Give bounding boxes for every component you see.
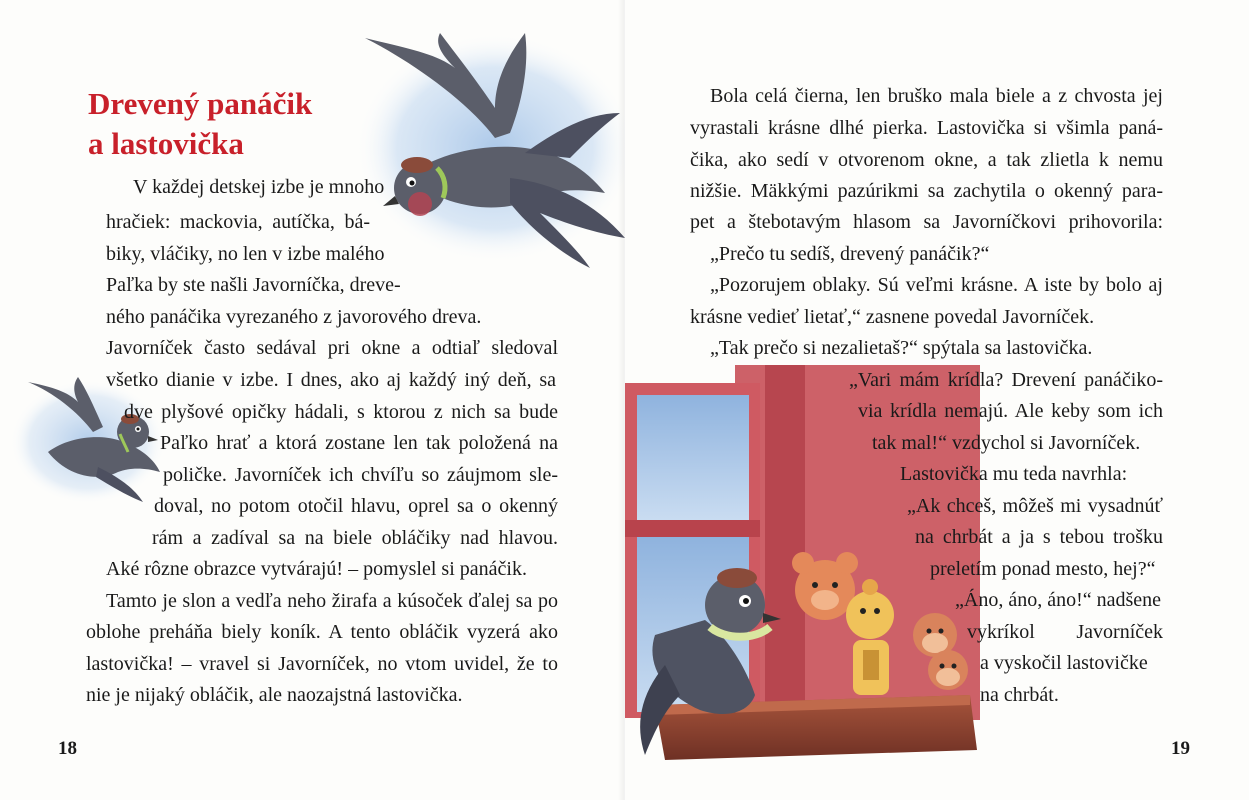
text-line: rám a zadíval sa na biele obláčiky nad hlavou. [152,527,558,549]
story-title-line-2: a lastovička [88,126,244,161]
small-swallow-illustration [8,372,168,507]
text-line: „Tak prečo si nezalietaš?“ spýtala sa lastovička. [710,337,1093,359]
text-line: všetko dianie v izbe. I dnes, ako aj každý iný deň, sa [106,369,556,391]
text-line: dve plyšové opičky hádali, s ktorou z nich sa bude [124,401,558,423]
text-line: vykríkol Javorníček [967,621,1163,643]
text-line: doval, no potom otočil hlavu, oprel sa o okenný [154,495,558,517]
text-line: ného panáčika vyrezaného z javorového dreva. [106,306,482,328]
text-line: Tamto je slon a vedľa neho žirafa a kúsoček ďalej sa po [106,590,558,612]
text-line: vyrastali krásne dlhé pierka. Lastovička si všimla paná- [690,117,1163,139]
text-line: krásne vedieť lietať,“ zasnene povedal Javorníček. [690,306,1095,328]
text-line: pet a štebotavým hlasom sa Javorníčkovi prihovorila: [690,211,1163,233]
text-line: preletím ponad mesto, hej?“ [930,558,1156,580]
text-line: tak mal!“ vzdychol si Javorníček. [872,432,1141,454]
text-line: „Vari mám krídla? Drevení panáčiko- [849,369,1163,391]
text-line: na chrbát a ja s tebou trošku [915,526,1163,548]
text-line: nie je nijaký obláčik, ale naozajstná lastovička. [86,684,463,706]
story-title [88,84,312,164]
text-line: Javorníček často sedával pri okne a odtiaľ sledoval [106,337,558,359]
text-line: „Prečo tu sedíš, drevený panáčik?“ [710,243,990,265]
text-line: „Áno, áno, áno!“ nadšene [955,589,1162,611]
text-line: na chrbát. [980,684,1059,706]
text-line: via krídla nemajú. Ale keby som ich [858,400,1163,422]
story-title-line-1: Drevený panáčik [88,86,313,121]
page-number: 18 [58,738,77,759]
text-line: a vyskočil lastovičke [980,652,1148,674]
text-line: čika, ako sedí v otvorenom okne, a tak zlietla k nemu [690,149,1163,171]
right-page [625,0,1249,800]
left-page [0,0,624,800]
text-line: oblohe preháňa biely koník. A tento obláčik vyzerá ako [86,621,558,643]
text-line: Paľko hrať a ktorá zostane len tak položená na [160,432,558,454]
text-line: „Pozorujem oblaky. Sú veľmi krásne. A iste by bolo aj [710,274,1163,296]
window-scene-illustration [625,365,980,790]
text-line: Bola celá čierna, len bruško mala biele a z chvosta jej [710,85,1163,107]
flying-swallow-illustration [345,18,635,273]
text-line: Paľka by ste našli Javorníčka, dreve- [106,274,401,296]
text-line: „Ak chceš, môžeš mi vysadnúť [907,495,1163,517]
text-line: poličke. Javorníček ich chvíľu so záujmom sle- [163,464,558,486]
text-line: V každej detskej izbe je mnoho [133,176,385,198]
text-line: biky, vláčiky, no len v izbe malého [106,243,385,265]
page-number: 19 [1171,738,1190,759]
text-line: Aké rôzne obrazce vytvárajú! – pomyslel si panáčik. [106,558,527,580]
text-line: hračiek: mackovia, autíčka, bá- [106,211,370,233]
text-line: Lastovička mu teda navrhla: [900,463,1128,485]
text-line: nižšie. Mäkkými pazúrikmi sa zachytila o okenný para- [690,180,1163,202]
text-line: lastovička! – vravel si Javorníček, no vtom uvidel, že to [86,653,558,675]
